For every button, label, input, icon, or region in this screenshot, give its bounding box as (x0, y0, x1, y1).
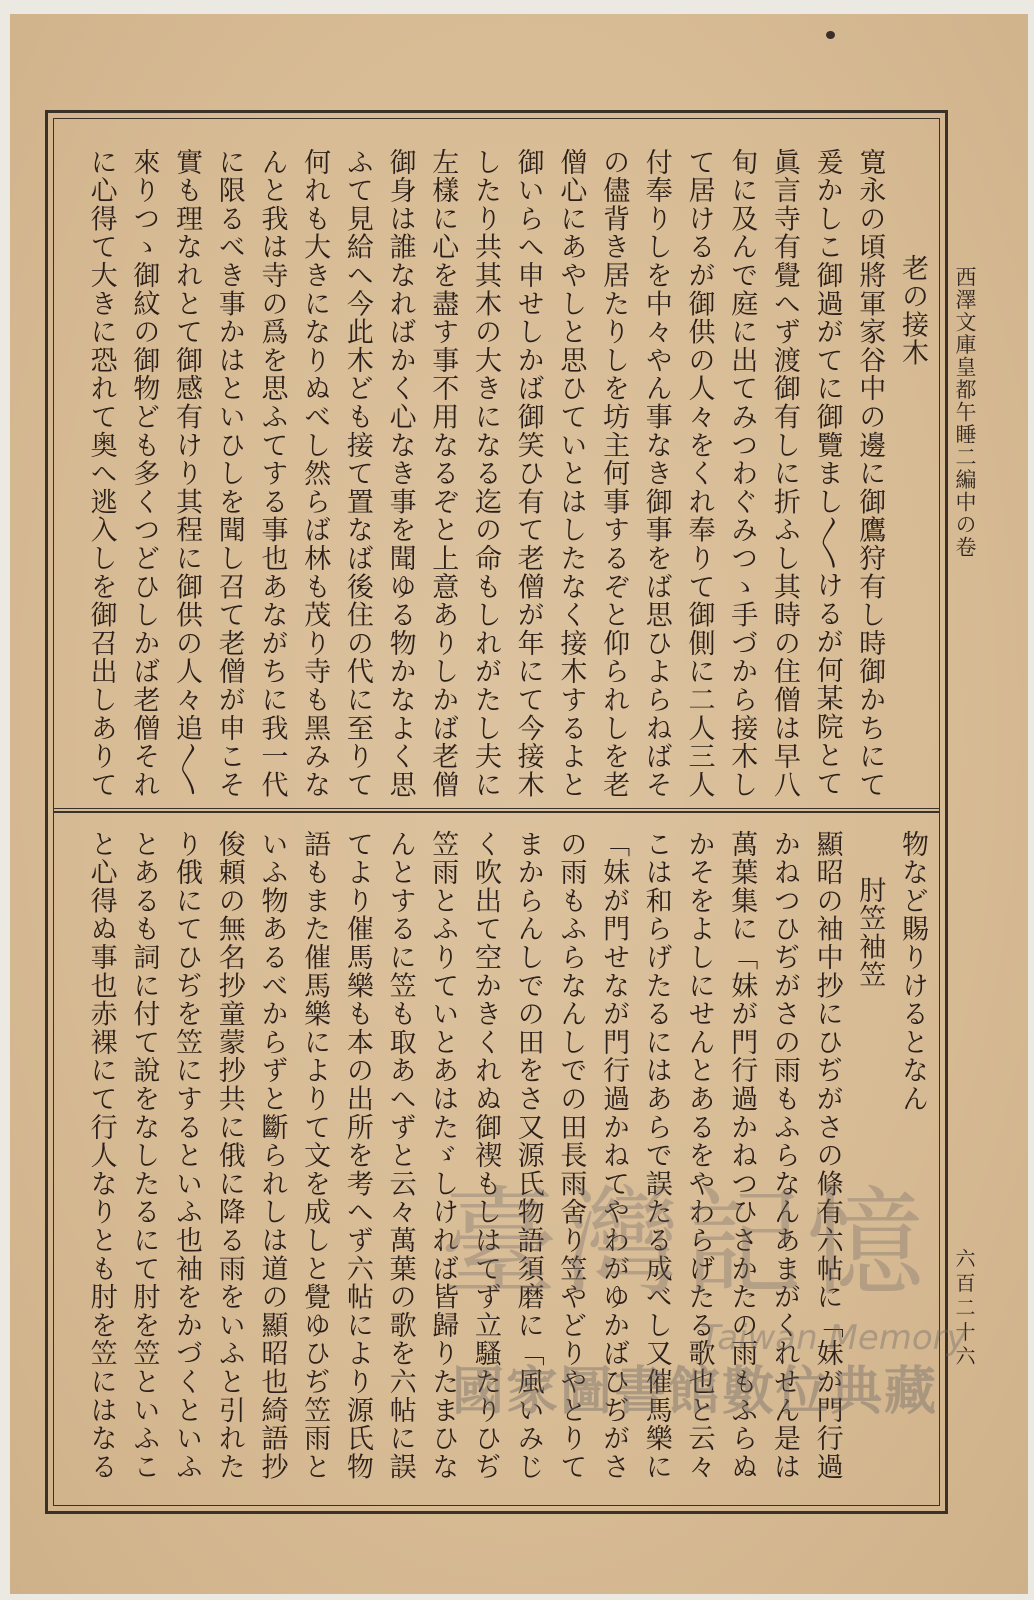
text-column: の雨もふらなんしでの田長雨舍り笠やどりやとりて (555, 830, 587, 1481)
running-head: 西澤文庫皇都午睡二編中の卷 (953, 266, 977, 559)
text-column: の儘背き居たりしを坊主何事するぞと仰られしを老 (598, 148, 630, 799)
text-column: に限るべき事かはといひしを聞し召て老僧が申こそ (213, 148, 245, 799)
ink-spot (826, 31, 835, 39)
text-column: 顯昭の袖中抄にひぢがさの條有六帖に「妹が門行過 (811, 830, 843, 1481)
text-column: ふて見給へ今此木ども接て置なば後住の代に至りて (341, 148, 373, 799)
text-column: かねつひぢがさの雨もふらなんあまがくれせん是は (768, 830, 800, 1481)
text-column: てより催馬樂も本の出所を考へず六帖により源氏物 (341, 830, 373, 1481)
text-column: かそをよしにせんとあるをやわらげたる歌也と云々 (683, 830, 715, 1481)
text-column: 何れも大きになりぬべし然らば林も茂り寺も黑みな (299, 148, 331, 799)
continuation-column: 物など賜りけるとなん (897, 830, 928, 1113)
text-column: 萬葉集に「妹が門行過かねつひさかたの雨もふらぬ (726, 830, 758, 1481)
section-title-old-grafting: 老の接木 (897, 254, 928, 368)
text-column: 御身は誰なればかく心なき事を聞ゆる物かなよく思 (384, 148, 416, 799)
text-column: に心得て大きに恐れて奥へ逃入しを御召出しありて (85, 148, 117, 799)
text-column: 俊頼の無名抄童蒙抄共に俄に降る雨をいふと引れた (213, 830, 245, 1481)
text-column: いふ物あるべからずと斷られしは道の顯昭也綺語抄 (256, 830, 288, 1481)
text-column: 僧心にあやしと思ひていとはしたなく接木するよと (555, 148, 587, 799)
upper-text-block (79, 148, 933, 810)
text-column: 寛永の頃將軍家谷中の邊に御鷹狩有し時御かちにて (854, 148, 886, 799)
text-column: 御いらへ申せしかば御笑ひ有て老僧が年にて今接木 (512, 148, 544, 799)
text-column: 旬に及んで庭に出てみつわぐみつゝ手づから接木し (726, 148, 758, 799)
text-column: 實も理なれとて御感有けり其程に御供の人々追〳〵 (171, 148, 203, 798)
watermark-logo: 臺灣記憶 (440, 1174, 929, 1312)
text-column: 笠雨とふりていとあはたゞしければ皆歸りたまひな (427, 830, 459, 1481)
text-column: 「妹が門せなが門行過かねてやわがゆかばひぢがさ (598, 830, 630, 1481)
page-number: 六百二十六 (952, 1248, 976, 1370)
text-column: んとするに笠も取あへずと云々萬葉の歌を六帖に誤 (384, 830, 416, 1481)
text-column: り俄にてひぢを笠にするといふ也袖をかづくといふ (171, 830, 203, 1481)
text-column: 爰かしこ御過がてに御覽まし〳〵けるが何某院とて (811, 148, 843, 798)
text-column: とあるも詞に付て說をなしたるにて肘を笠といふこ (128, 830, 160, 1481)
text-column: 付奉りしを中々やん事なき御事をば思ひよらねばそ (640, 148, 672, 799)
text-column: と心得ぬ事也赤裸にて行人なりとも肘を笠にはなる (85, 830, 117, 1481)
text-column: こは和らげたるにはあらで誤たる成べし又催馬樂に (640, 830, 672, 1481)
text-column: 左樣に心を盡す事不用なるぞと上意ありしかば老僧 (427, 148, 459, 799)
text-column: んと我は寺の爲を思ふてする事也あながちに我一代 (256, 148, 288, 799)
text-column: したり共其木の大きになる迄の命もしれがたし夫に (469, 148, 501, 799)
text-column: 語もまた催馬樂によりて文を成しと覺ゆひぢ笠雨と (299, 830, 331, 1481)
watermark-english: Taiwan Memory (700, 1318, 967, 1358)
section-title-elbow-hat-sleeve-hat: 肘笠袖笠 (854, 876, 886, 990)
text-column: まからんしでの田をさ又源氏物語須磨に「風いみじ (512, 830, 544, 1481)
watermark-institution: 國家圖書館數位典藏 (452, 1362, 939, 1422)
text-column: 眞言寺有覺へず渡御有しに折ふし其時の住僧は早八 (768, 148, 800, 799)
text-column: 來りつゝ御紋の御物ども多くつどひしかば老僧それ (128, 148, 160, 799)
text-column: く吹出て空かきくれぬ御禊もしはてず立騷たりひぢ (469, 830, 501, 1481)
text-column: て居けるが御供の人々をくれ奉りて御側に二人三人 (683, 148, 715, 799)
